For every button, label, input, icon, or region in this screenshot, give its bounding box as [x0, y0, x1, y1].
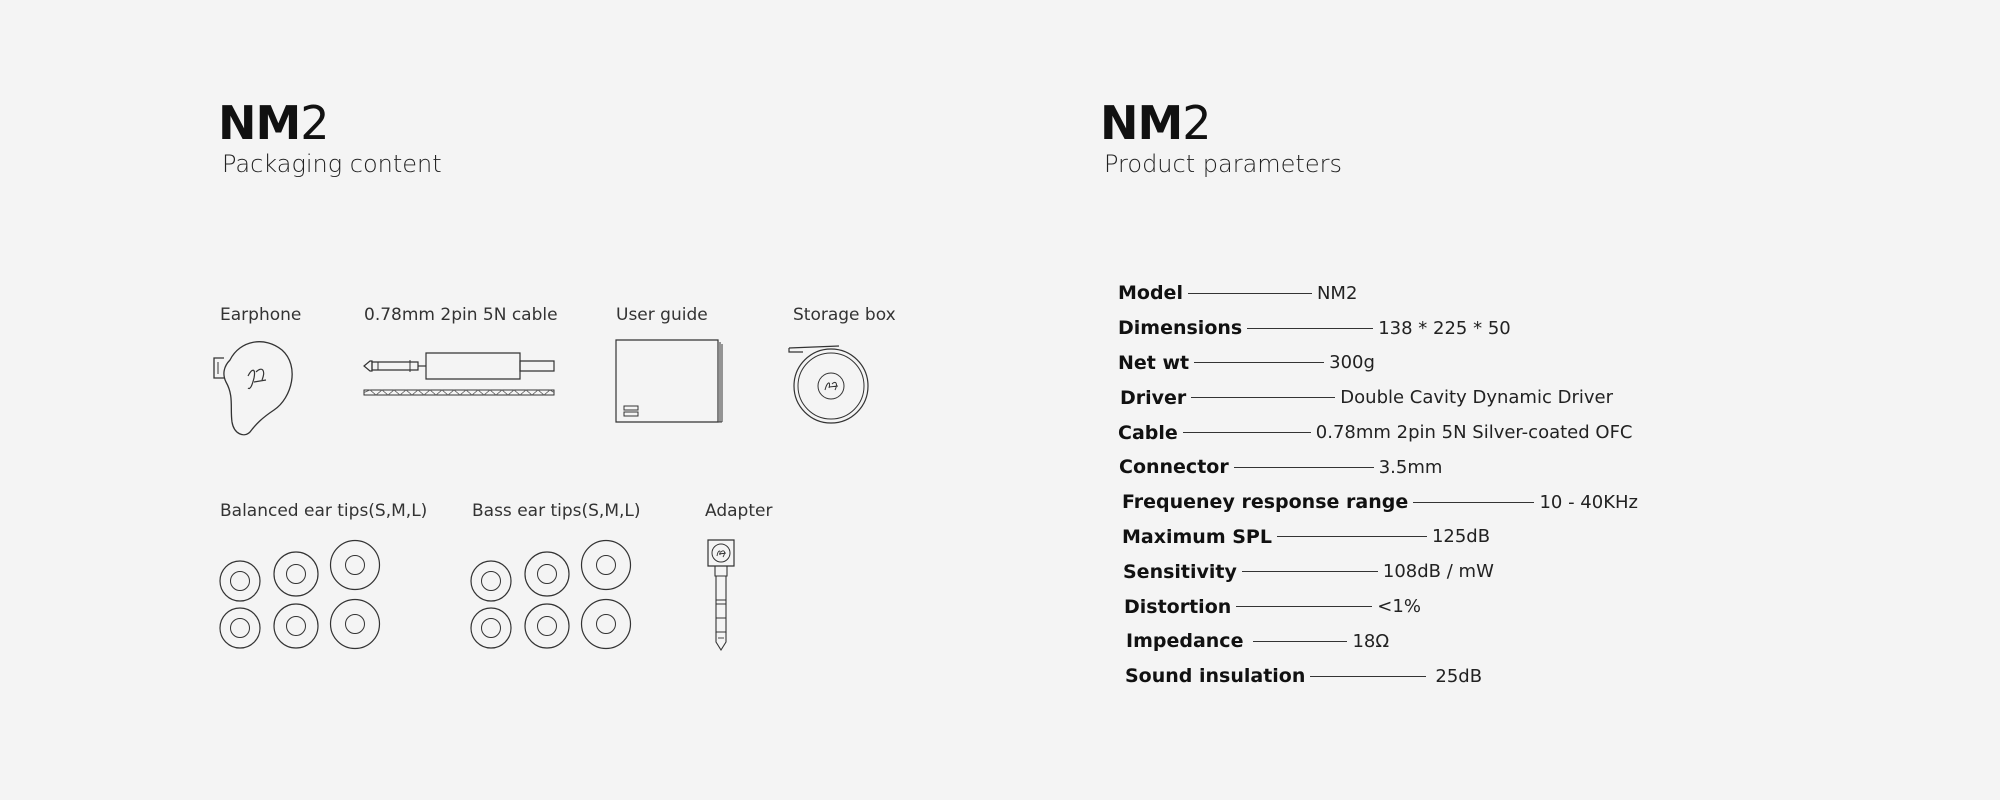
param-row-net-wt [1118, 346, 1638, 381]
earphone-icon [210, 338, 300, 436]
earphone-label: Earphone [220, 305, 302, 325]
param-key-frequency: Frequeney response range [1122, 491, 1409, 514]
param-key-sound-insulation: Sound insulation [1125, 665, 1306, 688]
user-guide-label: User guide [616, 305, 708, 325]
right-brand-num: 2 [1182, 96, 1211, 150]
parameters-table [1118, 276, 1638, 694]
param-value-frequency: 10 - 40KHz [1539, 491, 1638, 513]
param-leader-line [1188, 293, 1312, 294]
param-value-connector: 3.5mm [1378, 456, 1443, 478]
param-row-frequency [1118, 485, 1638, 520]
param-row-cable [1118, 415, 1638, 450]
param-key-connector: Connector [1119, 456, 1229, 479]
storage-box-icon [785, 344, 877, 426]
storage-box-label: Storage box [793, 305, 896, 325]
param-value-dimensions: 138 * 225 * 50 [1378, 317, 1511, 339]
adapter-label: Adapter [705, 501, 773, 521]
param-key-max-spl: Maximum SPL [1122, 525, 1272, 548]
adapter-icon [706, 538, 736, 652]
param-key-cable: Cable [1118, 421, 1178, 444]
param-leader-line [1242, 571, 1378, 572]
param-row-connector [1118, 450, 1638, 485]
param-row-max-spl [1118, 520, 1638, 555]
left-brand-num: 2 [300, 96, 329, 150]
param-leader-line [1310, 676, 1426, 677]
param-value-model: NM2 [1316, 282, 1358, 304]
parameters-subtitle: Product parameters [1104, 150, 1342, 178]
cable-icon [362, 350, 556, 400]
param-value-sensitivity: 108dB / mW [1382, 561, 1494, 583]
param-row-sensitivity [1118, 554, 1638, 589]
param-leader-line [1247, 328, 1373, 329]
param-leader-line [1236, 606, 1372, 607]
param-leader-line [1277, 536, 1427, 537]
param-value-distortion: <1% [1377, 596, 1421, 618]
param-key-distortion: Distortion [1124, 595, 1232, 618]
param-key-sensitivity: Sensitivity [1123, 560, 1237, 583]
param-value-impedance: 18Ω [1352, 630, 1390, 652]
param-row-sound-insulation [1118, 659, 1638, 694]
cable-label: 0.78mm 2pin 5N cable [364, 305, 558, 325]
param-row-driver [1118, 380, 1638, 415]
param-value-driver: Double Cavity Dynamic Driver [1340, 387, 1613, 409]
param-value-cable: 0.78mm 2pin 5N Silver-coated OFC [1315, 422, 1633, 444]
balanced-ear-tips-label: Balanced ear tips(S,M,L) [220, 501, 428, 521]
left-brand-title [218, 96, 329, 150]
bass-ear-tips-icon [469, 540, 633, 652]
param-row-impedance [1118, 624, 1638, 659]
param-row-dimensions [1118, 311, 1638, 346]
param-key-model: Model [1118, 282, 1183, 305]
param-leader-line [1194, 362, 1324, 363]
param-key-impedance: Impedance [1126, 630, 1244, 653]
param-key-dimensions: Dimensions [1118, 317, 1243, 340]
param-leader-line [1253, 641, 1347, 642]
param-leader-line [1191, 397, 1335, 398]
param-row-model [1118, 276, 1638, 311]
right-brand-title [1100, 96, 1211, 150]
param-key-driver: Driver [1120, 386, 1187, 409]
param-leader-line [1234, 467, 1374, 468]
param-value-net-wt: 300g [1329, 352, 1375, 374]
ear-tips-icon [218, 540, 382, 652]
user-guide-icon [614, 338, 724, 424]
param-row-distortion [1118, 589, 1638, 624]
param-leader-line [1183, 432, 1311, 433]
param-leader-line [1413, 502, 1534, 503]
param-value-sound-insulation: 25dB [1435, 665, 1483, 687]
packaging-subtitle: Packaging content [222, 150, 442, 178]
left-brand-bold: NM [218, 96, 301, 150]
param-key-net-wt: Net wt [1118, 351, 1190, 374]
param-value-max-spl: 125dB [1431, 526, 1491, 548]
bass-ear-tips-label: Bass ear tips(S,M,L) [472, 501, 641, 521]
right-brand-bold: NM [1100, 96, 1183, 150]
